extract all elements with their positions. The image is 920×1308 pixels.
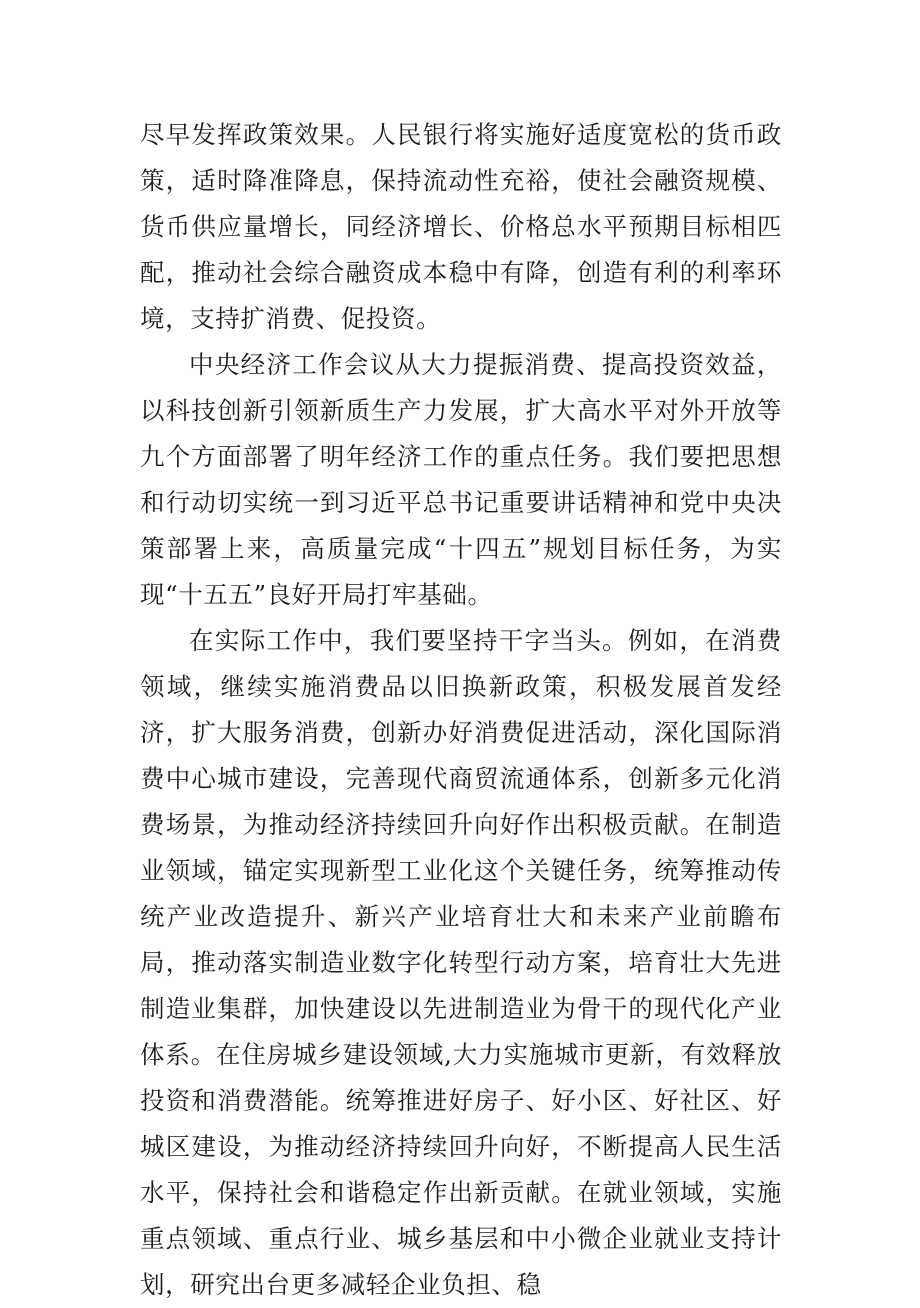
paragraph-1: 尽早发挥政策效果。人民银行将实施好适度宽松的货币政策，适时降准降息，保持流动性充裕，使社会融资规模、货币供应量增长，同经济增长、价格总水平预期目标相匹配，推动社会综合融资成本稳中有降，创造有利的利率环境，支持扩消费、促投资。 bbox=[140, 120, 782, 333]
document-body bbox=[140, 112, 782, 1308]
paragraph-2: 中央经济工作会议从大力提振消费、提高投资效益，以科技创新引领新质生产力发展，扩大高水平对外开放等九个方面部署了明年经济工作的重点任务。我们要把思想和行动切实统一到习近平总书记重要讲话精神和党中央决策部署上来，高质量完成“十四五”规划目标任务，为实现“十五五”良好开局打牢基础。 bbox=[140, 350, 782, 609]
paragraph-3: 在实际工作中，我们要坚持干字当头。例如，在消费领域，继续实施消费品以旧换新政策，积极发展首发经济，扩大服务消费，创新办好消费促进活动，深化国际消费中心城市建设，完善现代商贸流通体系，创新多元化消费场景，为推动经济持续回升向好作出积极贡献。在制造业领域，锚定实现新型工业化这个关键任务，统筹推动传统产业改造提升、新兴产业培育壮大和未来产业前瞻布局，推动落实制造业数字化转型行动方案，培育壮大先进制造业集群，加快建设以先进制造业为骨干的现代化产业体系。在住房城乡建设领域,大力实施城市更新，有效释放投资和消费潜能。统筹推进好房子、好小区、好社区、好城区建设，为推动经济持续回升向好，不断提高人民生活水平，保持社会和谐稳定作出新贡献。在就业领域，实施重点领域、重点行业、城乡基层和中小微企业就业支持计划，研究出台更多减轻企业负担、稳 bbox=[140, 626, 782, 1299]
